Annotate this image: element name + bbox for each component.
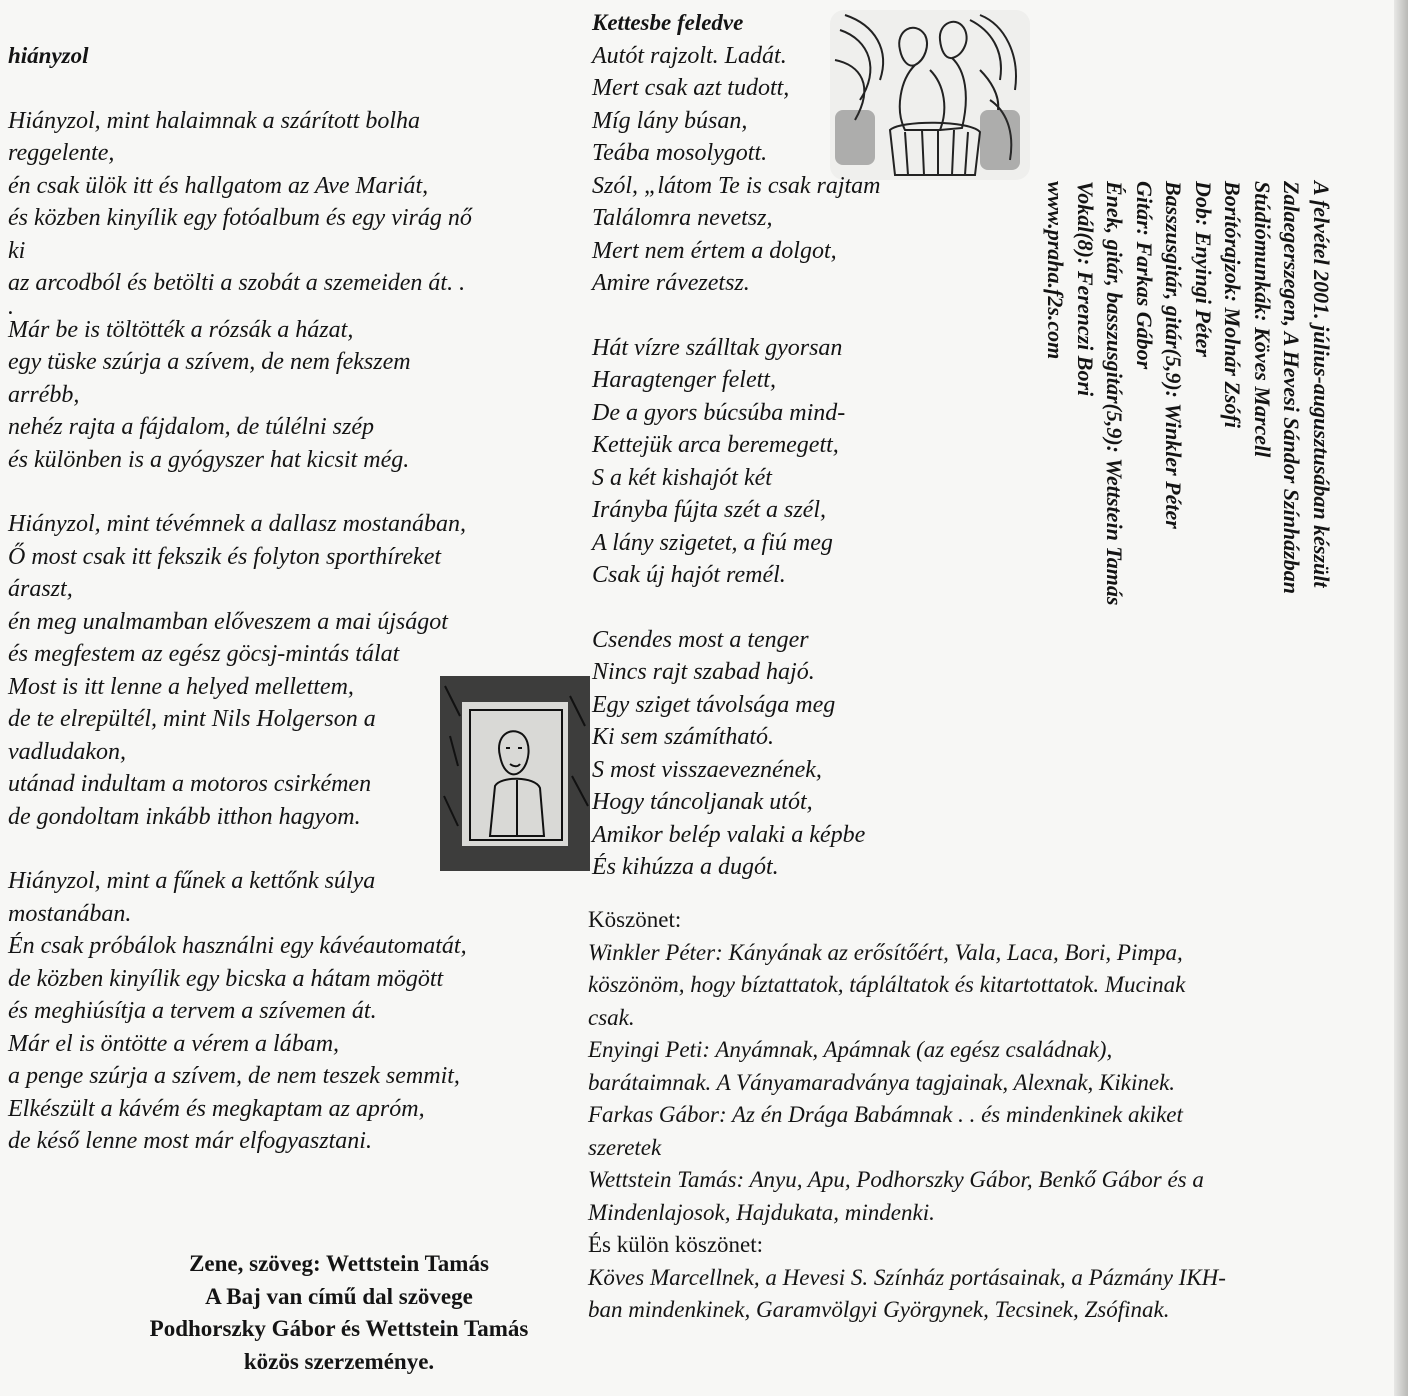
poem-right-line: A lány szigetet, a fiú meg	[592, 529, 833, 556]
recording-info-line: A felvétel 2001. július-augusztusában készült	[1309, 181, 1334, 588]
thanks-line: Farkas Gábor: Az én Drága Babámnak . . és mindenkinek akiket	[588, 1102, 1183, 1127]
special-thanks-line: Köves Marcellnek, a Hevesi S. Színház portásainak, a Pázmány IKH-	[588, 1264, 1226, 1290]
credits-line: közös szerzeménye.	[243, 1348, 435, 1374]
poem-left-line: az arcodból és betölti a szobát a szemeiden át. .	[8, 270, 466, 296]
special-thanks-heading: És külön köszönet:	[588, 1232, 764, 1257]
poem-right-line: Míg lány búsan,	[592, 107, 748, 134]
thanks-line: Wettstein Tamás: Anyu, Apu, Podhorszky Gábor, Benkő Gábor és a	[588, 1167, 1204, 1192]
poem-left-line: Most is itt lenne a helyed mellettem,	[8, 673, 354, 700]
poem-right-line: S a két kishajót két	[592, 464, 772, 491]
poem-left-line: vadludakon,	[8, 738, 126, 765]
special-thanks-line: ban mindenkinek, Garamvölgyi Györgynek, Tecsinek, Zsófinak.	[588, 1297, 1170, 1322]
poem-left-line: a penge szúrja a szívem, de nem teszek semmit,	[8, 1063, 460, 1089]
recording-info-line: Borítórajzok: Molnár Zsófi	[1220, 181, 1246, 428]
poem-right-line: Nincs rajt szabad hajó.	[592, 659, 815, 685]
poem-left-line: ki	[8, 237, 26, 264]
poem-right-line: Csak új hajót remél.	[592, 562, 786, 588]
poem-right-line: Amire rávezetsz.	[592, 270, 750, 296]
poem-left-line: és közben kinyílik egy fotóalbum és egy virág nő	[8, 205, 472, 231]
poem-right-title: Kettesbe feledve	[592, 10, 744, 35]
thanks-line: köszönöm, hogy bíztattatok, tápláltatok és kitartottatok. Mucinak	[588, 972, 1186, 997]
poem-left-line: .	[8, 293, 14, 320]
poem-left-line: de késő lenne most már elfogyasztani.	[8, 1128, 372, 1154]
poem-left-line: és megfestem az egész göcsj-mintás tálat	[8, 641, 400, 667]
recording-info-line: Zalaegerszegen, A Hevesi Sándor Színházban	[1279, 181, 1305, 594]
recording-info	[1041, 181, 1336, 741]
poem-left-line: reggelente,	[8, 140, 115, 166]
website-link[interactable]: www.praha.f2s.com	[1043, 181, 1069, 360]
thanks-section	[588, 904, 1388, 1327]
poem-right-line: Ki sem számítható.	[592, 724, 775, 750]
poem-right-line: S most visszaeveznének,	[592, 756, 822, 783]
poem-left-line: áraszt,	[8, 576, 73, 602]
poem-right-line: Kettejük arca beremegett,	[592, 432, 839, 458]
recording-info-line: Gitár: Farkas Gábor	[1132, 181, 1157, 370]
thanks-line: Winkler Péter: Kányának az erősítőért, Vala, Laca, Bori, Pimpa,	[588, 939, 1183, 965]
poem-left-line: Már el is öntötte a vérem a lábam,	[8, 1030, 340, 1057]
poem-right	[592, 7, 880, 884]
poem-left-line: de te elrepültél, mint Nils Holgerson a	[8, 706, 376, 732]
poem-left-line: utánad indultam a motoros csirkémen	[8, 771, 372, 797]
poem-left-line: de közben kinyílik egy bicska a hátam mögött	[8, 965, 444, 992]
thanks-line: csak.	[588, 1004, 635, 1030]
page-edge	[1394, 0, 1408, 1396]
poem-left-line: Hiányzol, mint a fűnek a kettőnk súlya	[8, 868, 376, 894]
poem-left-line: mostanában.	[8, 900, 132, 927]
poem-right-line: Hogy táncoljanak utót,	[592, 789, 813, 815]
stanza-gap	[592, 592, 880, 624]
poem-left-line: Én csak próbálok használni egy kávéautomatát,	[8, 933, 467, 959]
poem-left-line: nehéz rajta a fájdalom, de túlélni szép	[8, 414, 374, 440]
poem-left-line: én csak ülök itt és hallgatom az Ave Mariát,	[8, 172, 429, 199]
credits-line: Zene, szöveg: Wettstein Tamás	[189, 1251, 489, 1276]
thanks-line: szeretek	[588, 1134, 662, 1160]
poem-right-line: Egy sziget távolsága meg	[592, 691, 836, 718]
poem-left-line: és különben is a gyógyszer hat kicsit még.	[8, 446, 410, 473]
poem-right-line: Mert csak azt tudott,	[592, 75, 790, 101]
stanza-gap	[8, 476, 472, 508]
credits-line: Podhorszky Gábor és Wettstein Tamás	[149, 1316, 529, 1341]
poem-left-line: egy tüske szúrja a szívem, de nem fekszem	[8, 349, 411, 375]
stanza-gap	[8, 73, 472, 105]
poem-left-line: és meghiúsítja a tervem a szívemen át.	[8, 998, 377, 1024]
poem-left	[8, 40, 472, 1158]
recording-info-line: Vokál(8): Ferenczi Bori	[1073, 181, 1098, 397]
poem-right-line: És kihúzza a dugót.	[592, 854, 779, 880]
recording-info-line: Basszusgitár, gitár(5,9): Winkler Péter	[1161, 181, 1187, 529]
poem-left-title: hiányzol	[8, 43, 89, 68]
poem-right-line: Mert nem értem a dolgot,	[592, 237, 837, 264]
stanza-gap	[8, 833, 472, 865]
poem-right-line: Csendes most a tenger	[592, 626, 809, 653]
poem-right-line: Irányba fújta szét a szél,	[592, 497, 826, 523]
poem-right-line: De a gyors búcsúba mind-	[592, 399, 846, 426]
poem-right-line: Amikor belép valaki a képbe	[592, 821, 866, 848]
song-credits	[114, 1248, 564, 1378]
recording-info-line: Stúdiómunkák: Köves Marcell	[1250, 181, 1275, 458]
credits-line: A Baj van című dal szövege	[205, 1283, 473, 1309]
poem-left-line: de gondoltam inkább itthon hagyom.	[8, 803, 361, 830]
poem-left-line: Hiányzol, mint halaimnak a szárított bolha	[8, 107, 421, 134]
poem-left-line: én meg unalmamban előveszem a mai újságot	[8, 608, 448, 635]
thanks-line: Mindenlajosok, Hajdukata, mindenki.	[588, 1199, 935, 1225]
poem-right-line: Autót rajzolt. Ladát.	[592, 42, 787, 69]
poem-left-line: Elkészült a kávém és megkaptam az apróm,	[8, 1095, 425, 1122]
poem-right-line: Teába mosolygott.	[592, 140, 768, 166]
thanks-line: barátaimnak. A Ványamaradványa tagjainak, Alexnak, Kikinek.	[588, 1069, 1176, 1095]
poem-left-line: Ő most csak itt fekszik és folyton sporthíreket	[8, 543, 442, 570]
poem-left-line: arrébb,	[8, 381, 80, 408]
poem-right-line: Szól, „látom Te is csak rajtam	[592, 172, 881, 199]
recording-info-line: Dob: Enyingi Péter	[1191, 181, 1216, 357]
recording-info-line: Ének, gitár, basszusgitár(5,9): Wettstein Tamás	[1102, 181, 1128, 606]
poem-left-line: Hiányzol, mint tévémnek a dallasz mostanában,	[8, 511, 466, 537]
poem-left-line: Már be is töltötték a rózsák a házat,	[8, 316, 354, 343]
poem-right-line: Találomra nevetsz,	[592, 205, 773, 231]
poem-right-line: Haragtenger felett,	[592, 367, 776, 393]
thanks-heading: Köszönet:	[588, 907, 682, 932]
stanza-gap	[592, 300, 880, 332]
thanks-line: Enyingi Peti: Anyámnak, Apámnak (az egész családnak),	[588, 1037, 1113, 1062]
poem-right-line: Hát vízre szálltak gyorsan	[592, 334, 843, 361]
